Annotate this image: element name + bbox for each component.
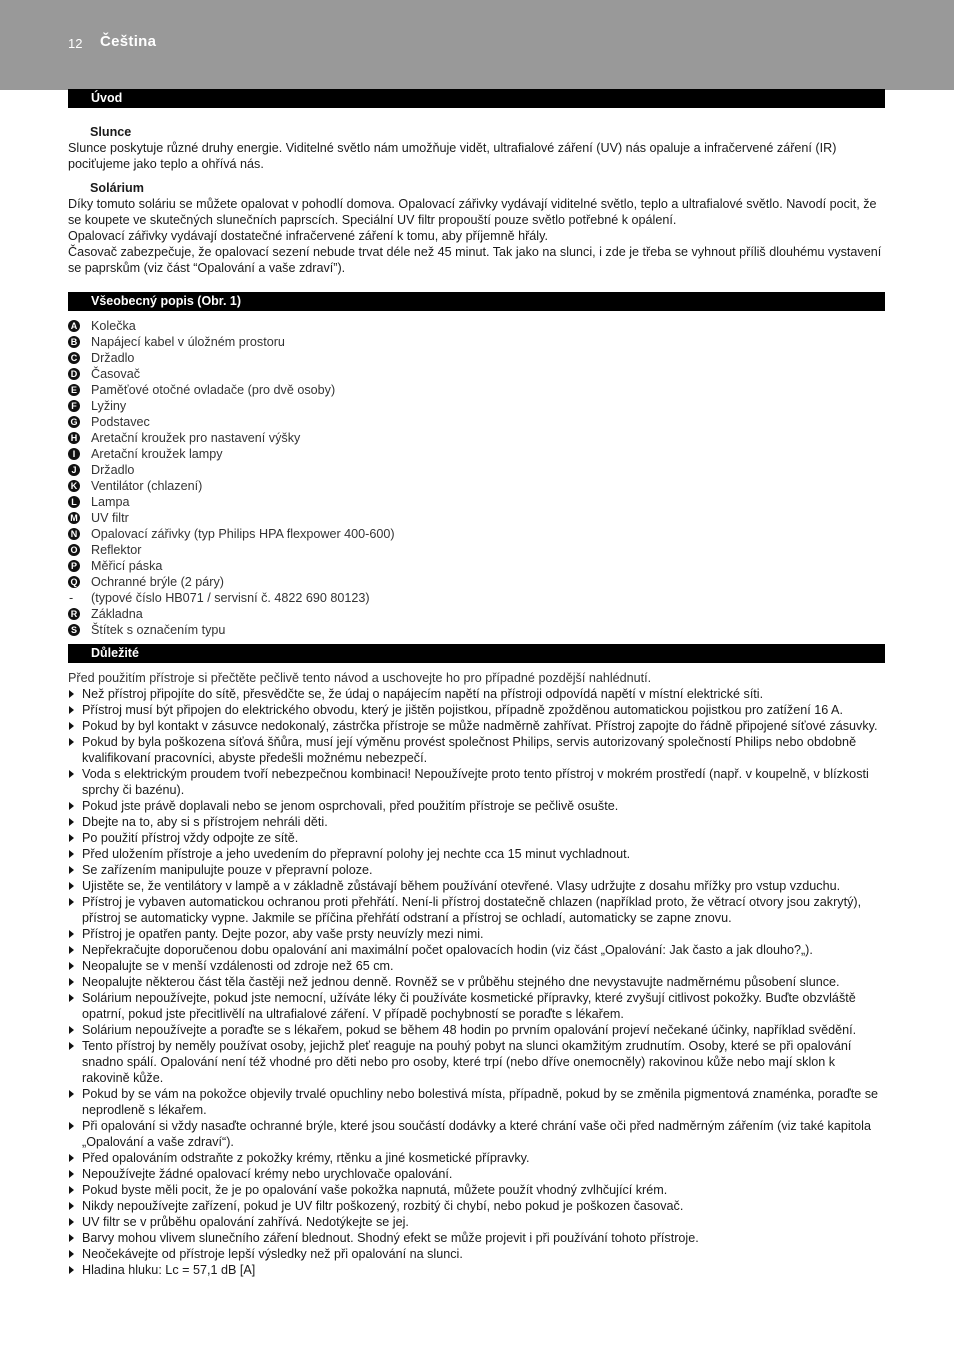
list-item-text: Přístroj je vybaven automatickou ochranou proti přehřátí. Není-li přístroj dostatečně chlazen (například proto, že větrací otvory jsou zakrytý), přístroj se automaticky vypne. Jakmile se příčina přehřátí odstraní a přístroj se ochladí, automaticky se zapne znovu. [82,895,862,925]
list-item-text: Napájecí kabel v úložném prostoru [91,335,285,349]
bullet-triangle-icon [69,882,74,890]
list-item [68,398,885,414]
list-item [68,734,885,766]
list-item [68,718,885,734]
list-item [68,318,885,334]
bullet-triangle-icon [69,866,74,874]
list-item [68,1246,885,1262]
list-item [68,526,885,542]
list-item [68,1214,885,1230]
list-item [68,990,885,1022]
bullet-triangle-icon [69,1026,74,1034]
list-item [68,974,885,990]
list-item [68,686,885,702]
list-item-text: Solárium nepoužívejte, pokud jste nemocní, užíváte léky či používáte kosmetické přípravky, které zvyšují citlivost pokožky. Buďte obzvláště opatrní, pokud jste přecitlivělí na ultrafialové záření. V případě pochybností se poraďte s lékařem. [82,991,856,1021]
list-item-text: Hladina hluku: Lc = 57,1 dB [A] [82,1263,256,1277]
letter-badge: N [68,528,80,540]
parts-list [68,318,885,638]
list-item [68,814,885,830]
bullet-triangle-icon [69,994,74,1002]
letter-badge: K [68,480,80,492]
list-item-text: Pokud by se vám na pokožce objevily trvalé opuchliny nebo bolestivá místa, případně, pokud by se změnila pigmentová znaménka, poraďte se neprodleně s lékařem. [82,1087,879,1117]
list-item-text: Pokud by byla poškozena síťová šňůra, musí její výměnu provést společnost Philips, servis autorizovaný společností Philips nebo obdobně kvalifikovaní pracovníci, abyste předešli možnému nebezpečí. [82,735,857,765]
page-content [68,89,885,1278]
bullet-triangle-icon [69,722,74,730]
bullet-triangle-icon [69,770,74,778]
list-item [68,1166,885,1182]
list-item [68,462,885,478]
section-heading-dulezite: Důležité [68,644,885,663]
list-item-text: Tento přístroj by neměly používat osoby, jejichž pleť reaguje na pouhý pobyt na slunci okamžitým zrudnutím. Osoby, které se při opalování snadno spálí. Opalování není též vhodné pro děti nebo pro osoby, které trpí (nebo dříve onemocněly) rakovinou kůže nebo mají sklon k rakovině kůže. [82,1039,852,1085]
bullet-triangle-icon [69,1250,74,1258]
list-item-text: Přístroj musí být připojen do elektrického obvodu, který je jištěn pojistkou, případně zpožděnou automatickou pojistkou pro zatížení 16 A. [82,703,843,717]
letter-badge: G [68,416,80,428]
list-item [68,430,885,446]
list-item [68,878,885,894]
letter-badge: F [68,400,80,412]
list-item [68,1262,885,1278]
list-item-text: Barvy mohou vlivem slunečního záření blednout. Shodný efekt se může projevit i při používání tohoto přístroje. [82,1231,699,1245]
list-item-text: Neopalujte některou část těla častěji než jednou denně. Rovněž se v průběhu stejného dne nevystavujte nadměrnému působení slunce. [82,975,840,989]
section-heading-uvod: Úvod [68,89,885,108]
bullet-triangle-icon [69,1218,74,1226]
dash-marker: - [69,591,74,605]
list-item [68,830,885,846]
list-item-text: Podstavec [91,415,150,429]
bullet-triangle-icon [69,690,74,698]
list-item-text: Voda s elektrickým proudem tvoří nebezpečnou kombinaci! Nepoužívejte proto tento přístroj v mokrém prostředí (např. v koupelně, v blízkosti sprchy či bazénu). [82,767,869,797]
list-item [68,766,885,798]
list-item-text: Po použití přístroj vždy odpojte ze sítě. [82,831,299,845]
list-item-text: Reflektor [91,543,142,557]
letter-badge: S [68,624,80,636]
bullet-triangle-icon [69,1122,74,1130]
bullet-triangle-icon [69,1186,74,1194]
list-item-text: Časovač [91,367,140,381]
letter-badge: M [68,512,80,524]
bullet-triangle-icon [69,930,74,938]
paragraph-slunce: Slunce poskytuje různé druhy energie. Viditelné světlo nám umožňuje vidět, ultrafialové záření (UV) nás opaluje a infračervené záření (IR) pociťujeme jako teplo a ohřívá nás. [68,141,837,171]
list-item [68,478,885,494]
list-item-text: Nepřekračujte doporučenou dobu opalování ani maximální počet opalovacích hodin (viz část „Opalování: Jak často a jak dlouho?„). [82,943,813,957]
letter-badge: R [68,608,80,620]
subheading-solarium: Solárium [90,181,144,195]
list-item-text: Přístroj je opatřen panty. Dejte pozor, aby vaše prsty neuvízly mezi nimi. [82,927,484,941]
letter-badge: P [68,560,80,572]
letter-badge: E [68,384,80,396]
letter-badge: D [68,368,80,380]
list-item-text: Lampa [91,495,130,509]
paragraph-solarium-1: Díky tomuto soláriu se můžete opalovat v pohodlí domova. Opalovací zářivky vydávají viditelné světlo, teplo a ultrafialové světlo. Navodí pocit, že se koupete ve skutečných slunečních paprscích. Speciální UV filtr propouští pouze světlo potřebné k opálení. [68,197,877,227]
list-item-text: Aretační kroužek pro nastavení výšky [91,431,301,445]
list-item-text: Při opalování si vždy nasaďte ochranné brýle, které jsou součástí dodávky a které chrání vaše oči před nadměrným zářením (viz také kapitola „Opalování a vaše zdraví“). [82,1119,871,1149]
bullet-triangle-icon [69,1042,74,1050]
letter-badge: A [68,320,80,332]
list-item [68,366,885,382]
list-item [68,702,885,718]
page-header [0,0,954,90]
list-item [68,350,885,366]
bullet-triangle-icon [69,1170,74,1178]
list-item-text: UV filtr [91,511,129,525]
list-item [68,1022,885,1038]
list-item-text: Solárium nepoužívejte a poraďte se s lékařem, pokud se během 48 hodin po prvním opalování projeví nečekané účinky, například svědění. [82,1023,857,1037]
letter-badge: I [68,448,80,460]
bullet-triangle-icon [69,834,74,842]
bullet-triangle-icon [69,898,74,906]
list-item-text: Ujistěte se, že ventilátory v lampě a v základně zůstávají během používání otevřené. Vlasy udržujte z dosahu mřížky pro vstup vzduchu. [82,879,841,893]
list-item [68,958,885,974]
list-item-text: Lyžiny [91,399,127,413]
page-number: 12 [68,36,83,51]
list-item-text: Držadlo [91,351,135,365]
paragraph-solarium-2: Opalovací zářivky vydávají dostatečné infračervené záření k tomu, aby příjemně hřály. [68,229,548,243]
subheading-slunce: Slunce [90,125,132,139]
list-item [68,1182,885,1198]
list-item-text: (typové číslo HB071 / servisní č. 4822 690 80123) [91,591,370,605]
bullet-triangle-icon [69,1090,74,1098]
paragraph-intro: Před použitím přístroje si přečtěte pečlivě tento návod a uschovejte ho pro případné pozdější nahlédnutí. [68,671,652,685]
paragraph-solarium-3: Časovač zabezpečuje, že opalovací sezení nebude trvat déle než 45 minut. Tak jako na slunci, i zde je třeba se vyhnout příliš dlouhému vystavení se paprskům (viz část “Opalování a vaše zdraví”). [68,245,882,275]
list-item-text: Před uložením přístroje a jeho uvedením do přepravní polohy jej nechte cca 15 minut vychladnout. [82,847,631,861]
list-item [68,510,885,526]
warnings-list [68,686,885,1278]
list-item-text: UV filtr se v průběhu opalování zahřívá. Nedotýkejte se jej. [82,1215,409,1229]
list-item-text: Měřicí páska [91,559,163,573]
list-item-text: Se zařízením manipulujte pouze v přepravní poloze. [82,863,373,877]
list-item [68,798,885,814]
list-item [68,542,885,558]
list-item-text: Neopalujte se v menší vzdálenosti od zdroje než 65 cm. [82,959,394,973]
list-item-text: Držadlo [91,463,135,477]
letter-badge: H [68,432,80,444]
bullet-triangle-icon [69,802,74,810]
list-item-text: Štítek s označením typu [91,623,226,637]
list-item-text: Kolečka [91,319,136,333]
letter-badge: J [68,464,80,476]
list-item-text: Opalovací zářivky (typ Philips HPA flexpower 400-600) [91,527,395,541]
list-item [68,1198,885,1214]
list-item [68,334,885,350]
bullet-triangle-icon [69,738,74,746]
list-item [68,382,885,398]
list-item-text: Aretační kroužek lampy [91,447,223,461]
list-item [68,446,885,462]
list-item [68,1118,885,1150]
list-item [68,926,885,942]
list-item [68,414,885,430]
list-item-text: Paměťové otočné ovladače (pro dvě osoby) [91,383,336,397]
bullet-triangle-icon [69,978,74,986]
list-item-text: Pokud by byl kontakt v zásuvce nedokonalý, zástrčka přístroje se může nadměrně zahřívat. Přístroj zapojte do řádně připojené síťové zásuvky. [82,719,878,733]
section-heading-popis: Všeobecný popis (Obr. 1) [68,292,885,311]
list-item-text: Nikdy nepoužívejte zařízení, pokud je UV filtr poškozený, rozbitý či chybí, nebo pokud je poškozen časovač. [82,1199,684,1213]
list-item [68,590,885,606]
bullet-triangle-icon [69,1266,74,1274]
bullet-triangle-icon [69,706,74,714]
list-item-text: Dbejte na to, aby si s přístrojem nehráli děti. [82,815,328,829]
list-item [68,558,885,574]
bullet-triangle-icon [69,818,74,826]
list-item-text: Pokud jste právě doplavali nebo se jenom osprchovali, před použitím přístroje se pečlivě osušte. [82,799,619,813]
list-item-text: Před opalováním odstraňte z pokožky krémy, rtěnku a jiné kosmetické přípravky. [82,1151,530,1165]
list-item-text: Ochranné brýle (2 páry) [91,575,224,589]
letter-badge: C [68,352,80,364]
bullet-triangle-icon [69,962,74,970]
list-item-text: Neočekávejte od přístroje lepší výsledky než při opalování na slunci. [82,1247,463,1261]
bullet-triangle-icon [69,946,74,954]
list-item [68,1038,885,1086]
language-title: Čeština [100,33,157,50]
bullet-triangle-icon [69,1234,74,1242]
letter-badge: Q [68,576,80,588]
list-item [68,1150,885,1166]
list-item [68,942,885,958]
list-item [68,574,885,590]
letter-badge: O [68,544,80,556]
bullet-triangle-icon [69,1202,74,1210]
list-item-text: Než přístroj připojíte do sítě, přesvědčte se, že údaj o napájecím napětí na přístroji odpovídá napětí v místní elektrické síti. [82,687,764,701]
list-item [68,1230,885,1246]
list-item [68,622,885,638]
list-item [68,606,885,622]
list-item [68,494,885,510]
list-item-text: Nepoužívejte žádné opalovací krémy nebo urychlovače opalování. [82,1167,453,1181]
bullet-triangle-icon [69,1154,74,1162]
list-item [68,846,885,862]
letter-badge: B [68,336,80,348]
list-item-text: Ventilátor (chlazení) [91,479,203,493]
list-item [68,1086,885,1118]
list-item [68,862,885,878]
list-item-text: Pokud byste měli pocit, že je po opalování vaše pokožka napnutá, můžete použít vhodný zvlhčující krém. [82,1183,668,1197]
list-item [68,894,885,926]
bullet-triangle-icon [69,850,74,858]
letter-badge: L [68,496,80,508]
list-item-text: Základna [91,607,143,621]
